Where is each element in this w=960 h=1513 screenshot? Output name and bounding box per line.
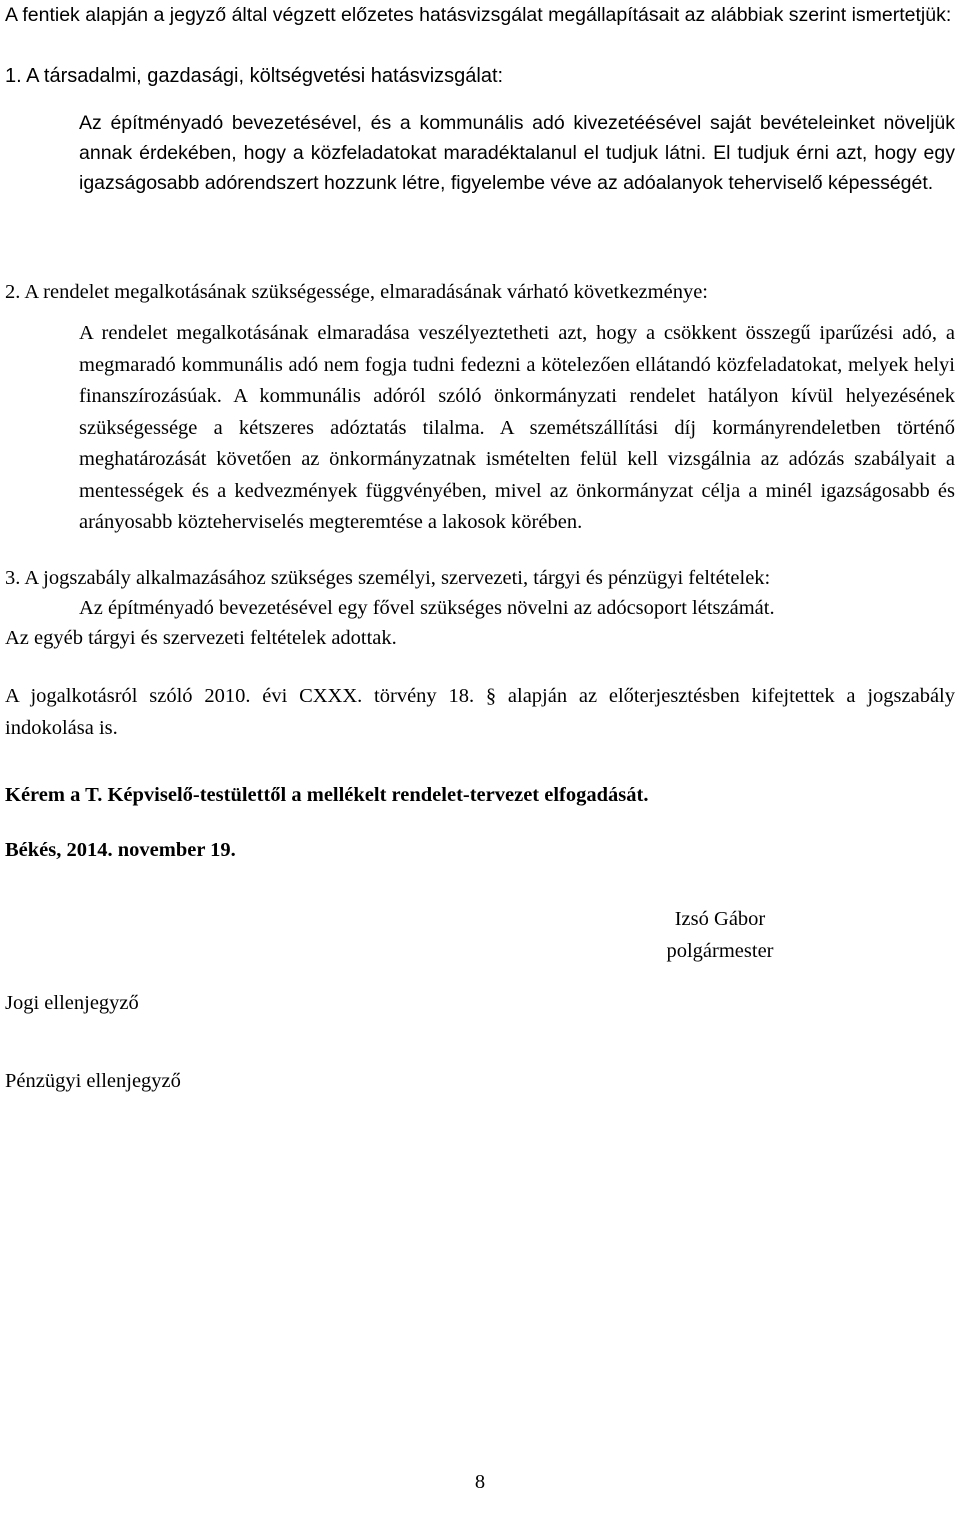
intro-paragraph: A fentiek alapján a jegyző által végzett előzetes hatásvizsgálat megállapításait az alábbiak szerint ismertetjük: (5, 4, 952, 26)
legal-reference-paragraph: A jogalkotásról szóló 2010. évi CXXX. törvény 18. § alapján az előterjesztésben kifejtettek a jogszabály indokolása is. (5, 685, 955, 739)
section-2-heading: 2. A rendelet megalkotásának szükségessége, elmaradásának várható következménye: (5, 281, 708, 303)
signer-name: Izsó Gábor (674, 908, 766, 930)
section-2-body: A rendelet megalkotásának elmaradása veszélyeztetheti azt, hogy a csökkent összegű iparűzési adó, a megmaradó kommunális adó nem fogja tudni fedezni a kötelezően ellátandó közfeladatokat, melyek helyi finanszírozásúak. A kommunális adóról szóló önkormányzati rendelet hatályon kívül helyezésének szükségessége a kétszeres adóztatás tilalma. A szemétszállítási díj kormányrendeletben történő meghatározását követően az önkormányzatnak ismételten felül kell vizsgálnia az adózás szabályait a mentességek és a kedvezmények függvényében, mivel az önkormányzat célja a minél igazságosabb és arányosabb közteherviselés megteremtése a lakosok körében. (79, 322, 955, 533)
signature-block (640, 904, 800, 967)
section-3-body-line-1: Az építményadó bevezetésével egy fővel szükséges növelni az adócsoport létszámát. (79, 597, 775, 619)
request-statement: Kérem a T. Képviselő-testülettől a mellékelt rendelet-tervezet elfogadását. (5, 784, 649, 806)
legal-countersign-label: Jogi ellenjegyző (5, 992, 139, 1014)
place-date: Békés, 2014. november 19. (5, 839, 236, 861)
page-number: 8 (474, 1471, 486, 1493)
section-1-heading: 1. A társadalmi, gazdasági, költségvetési hatásvizsgálat: (5, 65, 504, 87)
financial-countersign-label: Pénzügyi ellenjegyző (5, 1070, 181, 1092)
section-3-body-line-2: Az egyéb tárgyi és szervezeti feltételek adottak. (5, 627, 397, 649)
section-3-heading: 3. A jogszabály alkalmazásához szükséges személyi, szervezeti, tárgyi és pénzügyi feltételek: (5, 567, 771, 589)
signer-title: polgármester (666, 939, 774, 962)
section-1-body: Az építményadó bevezetésével, és a kommunális adó kivezetéésével saját bevételeinket növeljük annak érdekében, hogy a közfeladatokat maradéktalanul el tudjuk látni. El tudjuk érni azt, hogy egy igazságosabb adórendszert hozzunk létre, figyelembe véve az adóalanyok teherviselő képességét. (79, 112, 955, 194)
